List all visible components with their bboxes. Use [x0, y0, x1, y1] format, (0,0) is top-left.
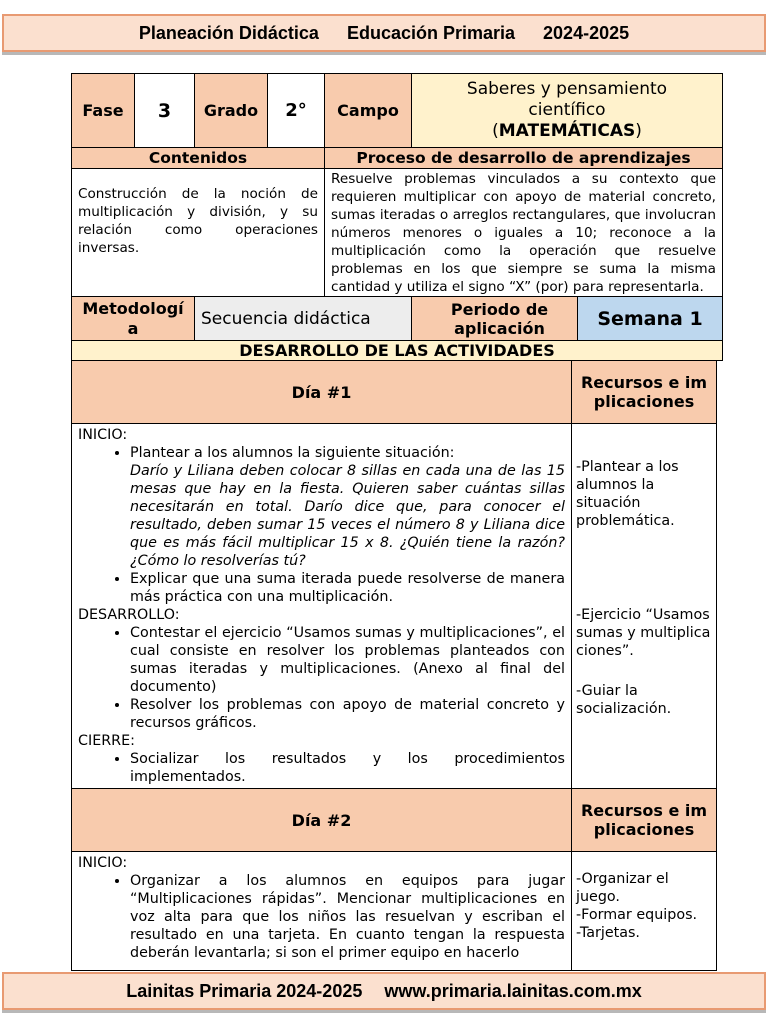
dia2-recurso-3: -Tarjetas. — [576, 925, 640, 941]
header-banner — [2, 14, 766, 52]
dia1-recursos — [572, 424, 717, 789]
dia2-inicio-list — [78, 872, 565, 962]
dia1-desarrollo-list — [78, 624, 565, 732]
dia2-activities — [72, 852, 572, 971]
campo-name: Saberes y pensamiento científico — [466, 79, 668, 120]
campo-label: Campo — [325, 74, 412, 148]
dia2-recurso-1: -Organizar el juego. — [576, 871, 669, 905]
grado-value: 2° — [268, 74, 325, 148]
list-item: • Resolver los problemas con apoyo de material concreto y recursos gráficos. — [130, 696, 565, 732]
actividades-heading: DESARROLLO DE LAS ACTIVIDADES — [72, 341, 723, 361]
dia2-recursos — [572, 852, 717, 971]
dia1-title: Día #1 — [72, 361, 572, 424]
contenidos-heading: Contenidos — [72, 148, 325, 169]
periodo-value: Semana 1 — [578, 297, 723, 341]
recursos-heading-2: Recursos e implicaciones — [572, 789, 717, 852]
dia1-situation-story: Darío y Liliana deben colocar 8 sillas en cada una de las 15 mesas que hay en la fiesta. Quieren saber cuántas sillas necesitarán en total. Darío dice que, para conocer el resultado, deben sumar 15 veces el número 8 y Liliana dice que es más fácil multiplicar 15 x 8. ¿Quién tiene la razón? ¿Cómo lo resolverías tú? — [130, 463, 565, 569]
periodo-label: Periodo de aplicación — [412, 297, 578, 341]
list-item: • Socializar los resultados y los procedimientos implementados. — [130, 750, 565, 786]
grado-label: Grado — [195, 74, 268, 148]
list-item: • Organizar a los alumnos en equipos para jugar “Multiplicaciones rápidas”. Mencionar multiplicaciones en voz alta para que los niños las resuelvan y escriban el resultado en una tarjeta. En cuanto tengan la respuesta deberán levantarla; si son el primer equipo en hacerlo — [130, 872, 565, 962]
header-title: Planeación Didáctica — [138, 22, 319, 43]
dia1-recurso-1: -Plantear a los alumnos la situación problemática. — [576, 459, 679, 529]
dia1-cierre-list — [78, 750, 565, 786]
footer-url[interactable]: www.primaria.lainitas.com.mx — [384, 980, 642, 1001]
dia1-activities — [72, 424, 572, 789]
pda-heading: Proceso de desarrollo de aprendizajes — [325, 148, 723, 169]
recursos-heading: Recursos e implicaciones — [572, 361, 717, 424]
dia2-title: Día #2 — [72, 789, 572, 852]
dia1-inicio-item1: Plantear a los alumnos la siguiente situación: — [130, 445, 455, 461]
metodologia-label: Metodología — [72, 297, 195, 341]
contenidos-text: Construcción de la noción de multiplicación y división, y su relación como operaciones inversas. — [72, 169, 325, 297]
dia1-inicio-label: INICIO: — [78, 427, 128, 443]
header-cycle: 2024-2025 — [543, 22, 630, 43]
footer-site-name: Lainitas Primaria 2024-2025 — [126, 980, 363, 1001]
dia1-recurso-3: -Guiar la socialización. — [576, 683, 672, 717]
campo-value: Saberes y pensamiento científico (MATEMÁTICAS) — [412, 74, 723, 148]
dia2-inicio-label: INICIO: — [78, 855, 128, 871]
campo-subject: MATEMÁTICAS — [498, 121, 636, 141]
fase-label: Fase — [72, 74, 135, 148]
list-item: • Explicar que una suma iterada puede resolverse de manera más práctica con una multiplicación. — [130, 570, 565, 606]
activities-table — [71, 360, 717, 971]
footer-banner — [2, 972, 766, 1010]
list-item: • Contestar el ejercicio “Usamos sumas y multiplicaciones”, el cual consiste en resolver los problemas planteados con sumas iteradas y multiplicaciones. (Anexo al final del documento) — [130, 624, 565, 696]
dia1-desarrollo-label: DESARROLLO: — [78, 607, 180, 623]
header-level: Educación Primaria — [346, 22, 516, 43]
planning-info-table — [71, 73, 723, 361]
list-item — [130, 444, 565, 570]
dia1-inicio-list — [78, 444, 565, 606]
fase-value: 3 — [135, 74, 195, 148]
dia1-recurso-2: -Ejercicio “Usamos sumas y multiplicaciones”. — [576, 607, 711, 659]
dia1-cierre-label: CIERRE: — [78, 733, 135, 749]
dia2-recurso-2: -Formar equipos. — [576, 907, 698, 923]
pda-text: Resuelve problemas vinculados a su contexto que requieren multiplicar con apoyo de material concreto, sumas iteradas o arreglos rectangulares, que involucran números menores o iguales a 10; reconoce a la multiplicación como la operación que resuelve problemas en los que siempre se suma la misma cantidad y utiliza el signo “X” (por) para representarla. — [325, 169, 723, 297]
metodologia-value: Secuencia didáctica — [195, 297, 412, 341]
